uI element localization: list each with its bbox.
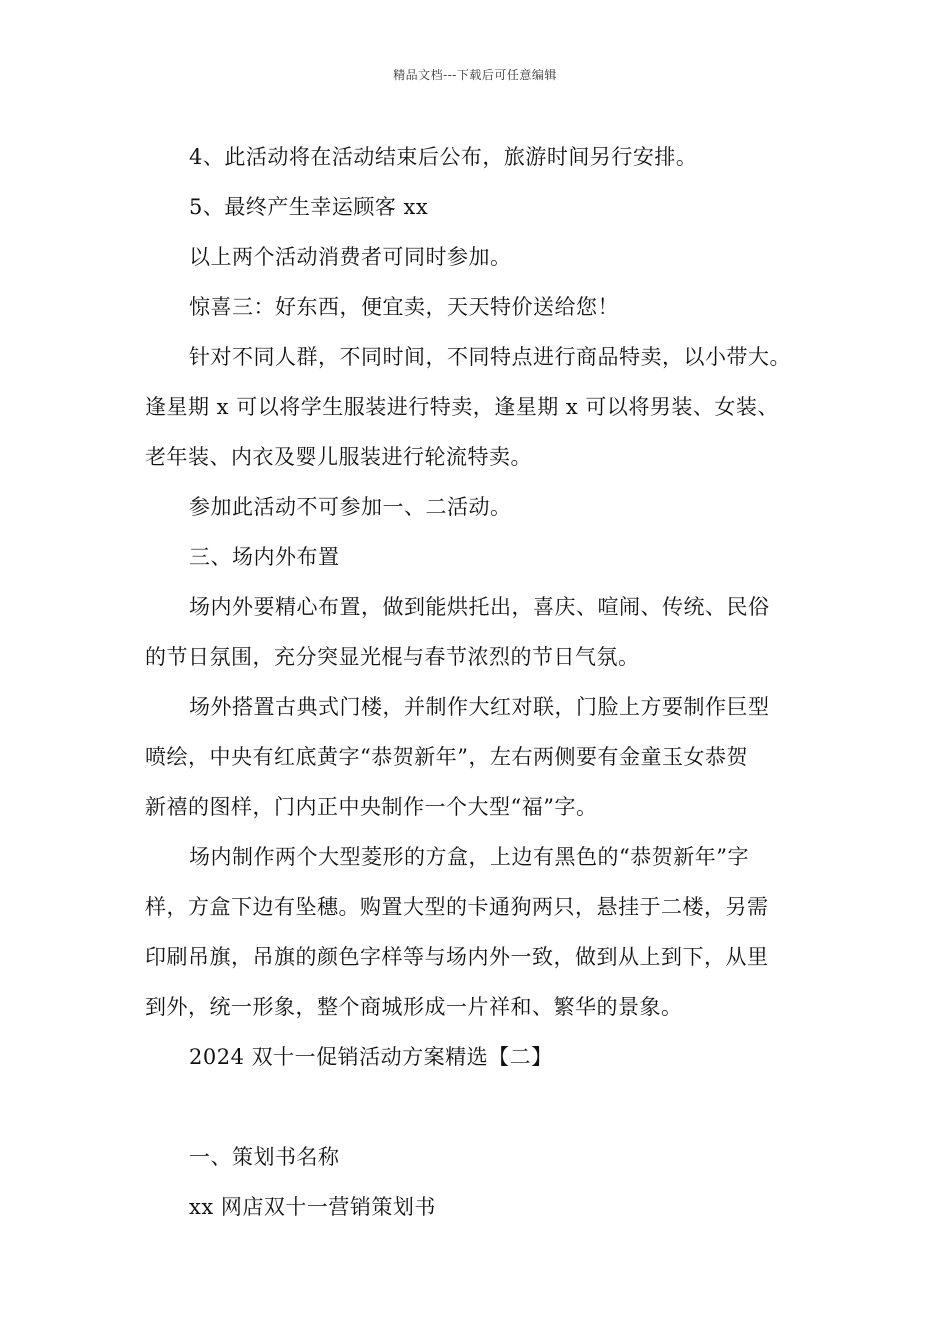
paragraph-line: 到外，统一形象，整个商城形成一片祥和、繁华的景象。 <box>145 995 683 1019</box>
paragraph-line: 场外搭置古典式门楼，并制作大红对联，门脸上方要制作巨型 <box>189 695 770 719</box>
paragraph-line: 惊喜三：好东西，便宜卖，天天特价送给您！ <box>189 295 619 319</box>
section-heading: 三、场内外布置 <box>189 545 340 569</box>
paragraph-line: 印刷吊旗，吊旗的颜色字样等与场内外一致，做到从上到下，从里 <box>145 945 769 969</box>
paragraph-line: 以上两个活动消费者可同时参加。 <box>189 245 512 269</box>
paragraph-line: 场内制作两个大型菱形的方盒，上边有黑色的“恭贺新年”字 <box>189 845 749 869</box>
document-title: 2024 双十一促销活动方案精选【二】 <box>189 1045 553 1069</box>
paragraph-line: 针对不同人群，不同时间，不同特点进行商品特卖，以小带大。 <box>189 345 791 369</box>
paragraph-line: 参加此活动不可参加一、二活动。 <box>189 495 512 519</box>
blank-line <box>145 1082 810 1132</box>
paragraph-line: 老年装、内衣及婴儿服装进行轮流特卖。 <box>145 445 532 469</box>
paragraph-line: 场内外要精心布置，做到能烘托出，喜庆、喧闹、传统、民俗 <box>189 595 770 619</box>
document-body <box>145 132 810 1232</box>
paragraph-line: 4、此活动将在活动结束后公布，旅游时间另行安排。 <box>189 145 698 169</box>
paragraph-line: 5、最终产生幸运顾客 xx <box>189 195 429 219</box>
paragraph-line: xx 网店双十一营销策划书 <box>189 1195 436 1219</box>
paragraph-line: 的节日氛围，充分突显光棍与春节浓烈的节日气氛。 <box>145 645 640 669</box>
page-header: 精品文档---下载后可任意编辑 <box>393 68 557 82</box>
paragraph-line: 样，方盒下边有坠穗。购置大型的卡通狗两只，悬挂于二楼，另需 <box>145 895 769 919</box>
paragraph-line: 逢星期 x 可以将学生服装进行特卖，逢星期 x 可以将男装、女装、 <box>145 395 779 419</box>
paragraph-line: 喷绘，中央有红底黄字“恭贺新年”，左右两侧要有金童玉女恭贺 <box>145 745 748 769</box>
paragraph-line: 新禧的图样，门内正中央制作一个大型“福”字。 <box>145 795 598 819</box>
section-heading: 一、策划书名称 <box>189 1145 340 1169</box>
